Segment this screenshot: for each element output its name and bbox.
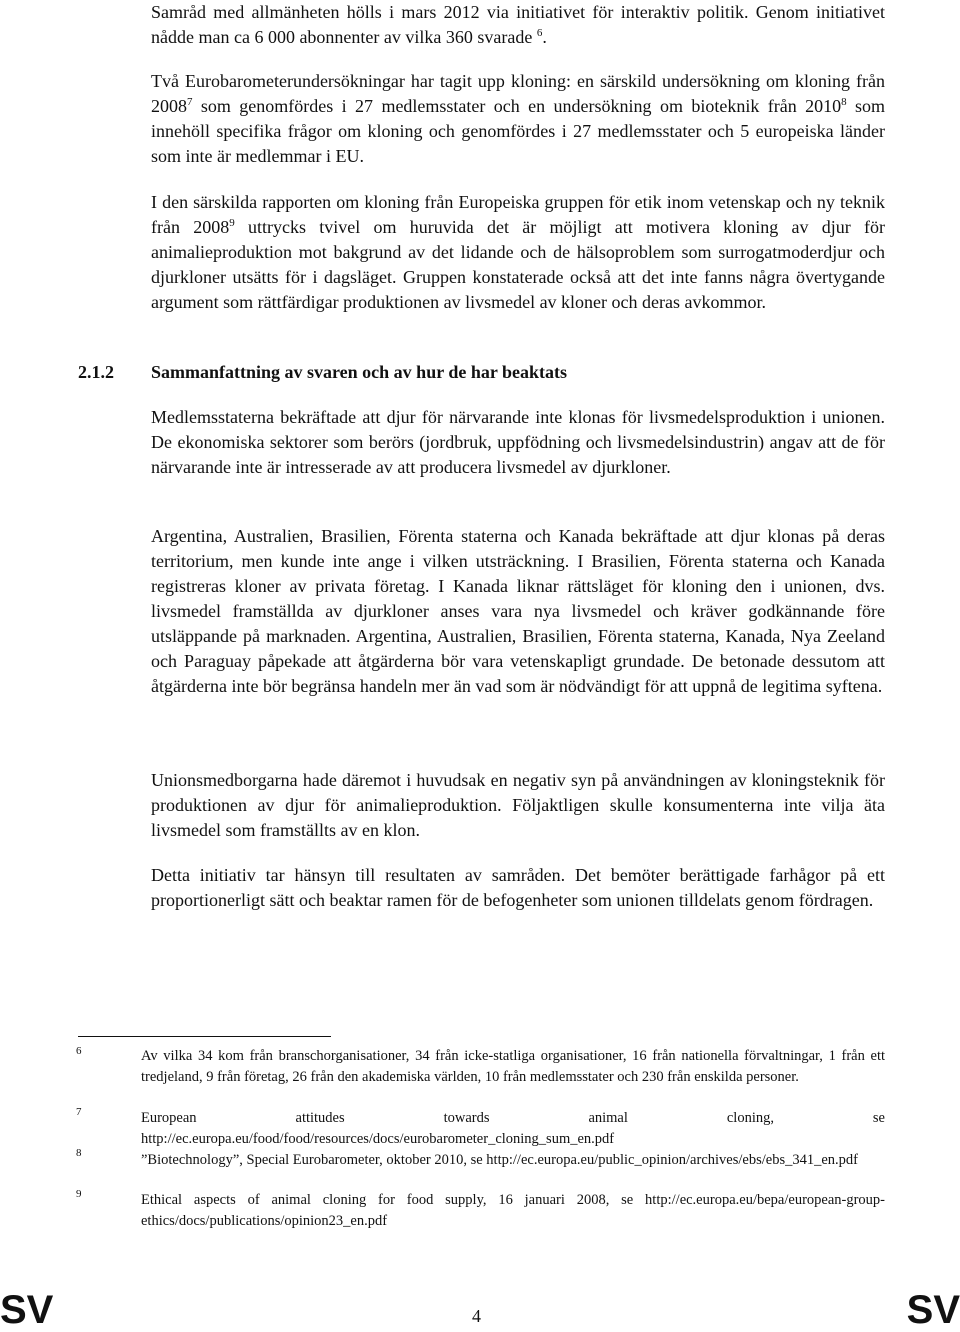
paragraph-citizens: Unionsmedborgarna hade däremot i huvudsak en negativ syn på användningen av kloningsteknik för produktionen av djur för animalieproduktion. Följaktligen skulle konsumenterna inte vilja äta livsmedel som framställts av en klon. bbox=[151, 770, 885, 840]
section-title: Sammanfattning av svaren och av hur de har beaktats bbox=[151, 362, 568, 382]
paragraph-initiative: Detta initiativ tar hänsyn till resultaten av samråden. Det bemöter berättigade farhågor på ett proportionerligt sätt och beaktar ramen för de befogenheter som unionen tilldelats genom fördragen. bbox=[151, 865, 885, 910]
language-code-right: SV bbox=[906, 1288, 960, 1332]
footnote-number-6: 6 bbox=[76, 1045, 82, 1057]
footnote-6: Av vilka 34 kom från branschorganisationer, 34 från icke-statliga organisationer, 16 från nationella förvaltningar, 1 från ett tredjeland, 9 från företag, 26 från den akademiska världen, 10 från medlemsstater och 230 från enskilda personer. bbox=[141, 1048, 885, 1085]
paragraph-ethics-report: I den särskilda rapporten om kloning från Europeiska gruppen för etik inom vetenskap och ny teknik från 2008$^9$ uttrycks tvivel om huruvida det är möjligt att motivera kloning av djur för animalieproduktion mot bakgrund av det lidande och de hälsoproblem som surrogatmoderdjur och djurkloner utsätts för i dagsläget. Gruppen konstaterade också att det inte fanns några övertygande argument som rättfärdigar produktionen av livsmedel av kloner och deras avkommor. bbox=[151, 192, 886, 312]
page-number: 4 bbox=[472, 1306, 481, 1326]
footnote-separator bbox=[78, 1036, 331, 1037]
footnote-ref-9[interactable]: 9 bbox=[229, 217, 235, 229]
paragraph-consultation: Samråd med allmänheten hölls i mars 2012 via initiativet för interaktiv politik. Genom initiativet nådde man ca 6 000 abonnenter av vilka 360 svarade $^6$. bbox=[151, 2, 885, 47]
footnote-8[interactable]: ”Biotechnology”, Special Eurobarometer, oktober 2010, se http://ec.europa.eu/public_opinion/archives/ebs/ebs_341_en.pdf bbox=[141, 1152, 858, 1168]
paragraph-eurobarometer: Två Eurobarometerundersökningar har tagit upp kloning: en särskild undersökning om kloning från 2008$^7$ som genomfördes i 27 medlemsstater och en undersökning om bioteknik från 2010$^8$ som innehöll specifika frågor om kloning och genomfördes i 27 medlemsstater och 5 europeiska länder som inte är medlemmar i EU. bbox=[151, 71, 885, 166]
footnote-number-9: 9 bbox=[76, 1188, 82, 1200]
footnote-7[interactable]: European attitudes towards animal cloning, se http://ec.europa.eu/food/food/resources/docs/eurobarometer_cloning_sum_en.pdf bbox=[141, 1110, 885, 1147]
footnote-number-8: 8 bbox=[76, 1147, 82, 1159]
footnote-number-7: 7 bbox=[76, 1106, 82, 1118]
section-number: 2.1.2 bbox=[78, 362, 114, 382]
footnote-ref-6[interactable]: 6 bbox=[536, 27, 543, 39]
footnote-ref-7[interactable]: 7 bbox=[187, 96, 193, 108]
paragraph-third-countries: Argentina, Australien, Brasilien, Förenta staterna och Kanada bekräftade att djur klonas på deras territorium, men kunde inte ange i vilken utsträckning. I Brasilien, Förenta staterna och Kanada registreras kloner av privata företag. I Kanada liknar rättsläget för kloning den i unionen, dvs. livsmedel framställda av djurkloner anses vara nya livsmedel och kräver godkännande före utsläppande på marknaden. Argentina, Australien, Brasilien, Förenta staterna, Kanada, Nya Zeeland och Paraguay påpekade att åtgärderna bör vara vetenskapligt grundade. De betonade dessutom att åtgärderna inte bör begränsa handeln mer än vad som är nödvändigt för att uppnå de legitima syftena. bbox=[151, 526, 885, 696]
paragraph-member-states: Medlemsstaterna bekräftade att djur för närvarande inte klonas för livsmedelsproduktion i unionen. De ekonomiska sektorer som berörs (jordbruk, uppfödning och livsmedelsindustrin) angav att de för närvarande inte är intresserade av att producera livsmedel av djurkloner. bbox=[151, 407, 885, 477]
footnote-ref-8[interactable]: 8 bbox=[841, 96, 847, 108]
footnote-9[interactable]: Ethical aspects of animal cloning for food supply, 16 januari 2008, se http://ec.europa.eu/bepa/european-group-ethics/docs/publications/opinion23_en.pdf bbox=[141, 1192, 885, 1229]
language-code-left: SV bbox=[0, 1288, 54, 1332]
